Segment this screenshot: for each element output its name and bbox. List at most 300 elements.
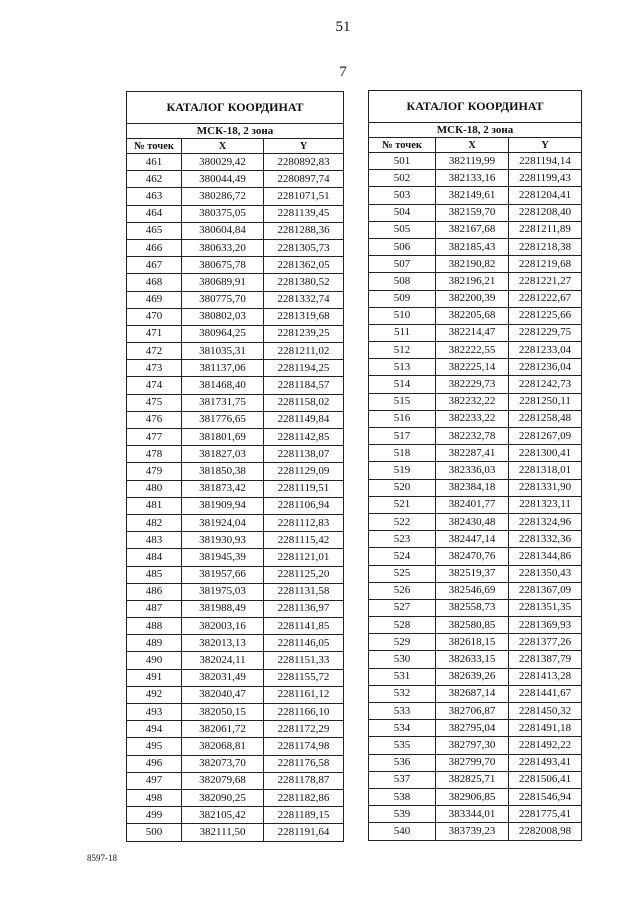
table-row (127, 789, 344, 806)
cell-point-number: 484 (127, 549, 182, 566)
cell-point-number: 509 (369, 290, 436, 307)
table-row (369, 376, 582, 393)
cell-y: 2281380,52 (264, 274, 344, 291)
cell-x: 382068,81 (182, 738, 264, 755)
cell-x: 382558,73 (436, 599, 509, 616)
table-row (369, 187, 582, 204)
cell-point-number: 513 (369, 359, 436, 376)
cell-x: 382618,15 (436, 634, 509, 651)
cell-point-number: 481 (127, 497, 182, 514)
table-row (369, 410, 582, 427)
cell-x: 382090,25 (182, 789, 264, 806)
cell-y: 2281172,29 (264, 721, 344, 738)
table-row (369, 788, 582, 805)
table-zone: МСК-18, 2 зона (127, 124, 344, 139)
table-row (127, 480, 344, 497)
cell-point-number: 507 (369, 256, 436, 273)
table-row (127, 463, 344, 480)
column-header-x: X (436, 138, 509, 153)
table-row (369, 256, 582, 273)
table-row (127, 343, 344, 360)
cell-x: 382799,70 (436, 754, 509, 771)
table-row (127, 325, 344, 342)
cell-point-number: 502 (369, 170, 436, 187)
page-number: 51 (335, 19, 351, 35)
cell-point-number: 531 (369, 668, 436, 685)
cell-y: 2281204,41 (509, 187, 582, 204)
cell-y: 2281324,96 (509, 513, 582, 530)
cell-x: 382229,73 (436, 376, 509, 393)
cell-x: 382336,03 (436, 462, 509, 479)
cell-y: 2281219,68 (509, 256, 582, 273)
cell-x: 382580,85 (436, 617, 509, 634)
cell-point-number: 516 (369, 410, 436, 427)
table-row (369, 651, 582, 668)
cell-point-number: 467 (127, 257, 182, 274)
column-header-point: № точек (369, 138, 436, 153)
table-row (369, 513, 582, 530)
cell-point-number: 537 (369, 771, 436, 788)
cell-point-number: 464 (127, 205, 182, 222)
cell-point-number: 486 (127, 583, 182, 600)
cell-x: 380802,03 (182, 308, 264, 325)
table-row (369, 170, 582, 187)
cell-point-number: 495 (127, 738, 182, 755)
cell-point-number: 499 (127, 807, 182, 824)
cell-point-number: 485 (127, 566, 182, 583)
table-zone: МСК-18, 2 зона (369, 123, 582, 138)
cell-y: 2281112,83 (264, 514, 344, 531)
cell-x: 382133,16 (436, 170, 509, 187)
table-row (127, 497, 344, 514)
table-row (369, 548, 582, 565)
cell-point-number: 533 (369, 703, 436, 720)
cell-point-number: 532 (369, 685, 436, 702)
cell-point-number: 476 (127, 411, 182, 428)
cell-x: 382546,69 (436, 582, 509, 599)
cell-x: 382287,41 (436, 445, 509, 462)
table-row (127, 377, 344, 394)
table-row (369, 582, 582, 599)
cell-point-number: 514 (369, 376, 436, 393)
cell-x: 382825,71 (436, 771, 509, 788)
table-row (127, 360, 344, 377)
cell-x: 380375,05 (182, 205, 264, 222)
cell-x: 381776,65 (182, 411, 264, 428)
cell-point-number: 512 (369, 342, 436, 359)
cell-point-number: 529 (369, 634, 436, 651)
table-row (127, 704, 344, 721)
cell-y: 2281071,51 (264, 188, 344, 205)
table-row (369, 806, 582, 823)
cell-x: 380775,70 (182, 291, 264, 308)
cell-x: 381801,69 (182, 429, 264, 446)
table-body (369, 153, 582, 841)
table-row (127, 429, 344, 446)
cell-point-number: 517 (369, 428, 436, 445)
cell-y: 2281305,73 (264, 239, 344, 256)
table-row (369, 238, 582, 255)
cell-point-number: 527 (369, 599, 436, 616)
table-row (369, 703, 582, 720)
cell-y: 2281119,51 (264, 480, 344, 497)
cell-y: 2281250,11 (509, 393, 582, 410)
cell-y: 2281300,41 (509, 445, 582, 462)
cell-x: 381850,38 (182, 463, 264, 480)
table-row (369, 771, 582, 788)
cell-point-number: 463 (127, 188, 182, 205)
cell-point-number: 511 (369, 324, 436, 341)
table-row (127, 154, 344, 171)
cell-x: 382232,22 (436, 393, 509, 410)
cell-y: 2281178,87 (264, 772, 344, 789)
cell-y: 2281161,12 (264, 686, 344, 703)
cell-point-number: 487 (127, 600, 182, 617)
table-row (369, 634, 582, 651)
cell-y: 2281131,58 (264, 583, 344, 600)
cell-point-number: 521 (369, 496, 436, 513)
cell-x: 381827,03 (182, 446, 264, 463)
cell-y: 2281236,04 (509, 359, 582, 376)
cell-x: 382384,18 (436, 479, 509, 496)
cell-point-number: 471 (127, 325, 182, 342)
table-row (127, 618, 344, 635)
cell-y: 2281233,04 (509, 342, 582, 359)
cell-point-number: 493 (127, 704, 182, 721)
table-row (127, 308, 344, 325)
cell-x: 380286,72 (182, 188, 264, 205)
cell-point-number: 538 (369, 788, 436, 805)
cell-x: 382190,82 (436, 256, 509, 273)
cell-y: 2281121,01 (264, 549, 344, 566)
table-row (369, 307, 582, 324)
cell-point-number: 465 (127, 222, 182, 239)
table-row (127, 188, 344, 205)
cell-y: 2281115,42 (264, 532, 344, 549)
cell-x: 380044,49 (182, 171, 264, 188)
table-row (369, 565, 582, 582)
table-row (127, 755, 344, 772)
column-header-point: № точек (127, 139, 182, 154)
cell-y: 2281775,41 (509, 806, 582, 823)
cell-x: 382185,43 (436, 238, 509, 255)
table-row (369, 221, 582, 238)
cell-point-number: 489 (127, 635, 182, 652)
table-body (127, 154, 344, 842)
cell-y: 2281211,02 (264, 343, 344, 360)
cell-x: 382003,16 (182, 618, 264, 635)
sub-page-number: 7 (339, 64, 347, 80)
cell-x: 382233,22 (436, 410, 509, 427)
cell-y: 2281413,28 (509, 668, 582, 685)
cell-y: 2281136,97 (264, 600, 344, 617)
cell-x: 382149,61 (436, 187, 509, 204)
table-row (369, 496, 582, 513)
cell-point-number: 474 (127, 377, 182, 394)
cell-y: 2281138,07 (264, 446, 344, 463)
cell-x: 382232,78 (436, 428, 509, 445)
cell-x: 380675,78 (182, 257, 264, 274)
column-header-y: Y (509, 138, 582, 153)
cell-y: 2281191,64 (264, 824, 344, 841)
cell-y: 2280897,74 (264, 171, 344, 188)
column-header-y: Y (264, 139, 344, 154)
cell-point-number: 478 (127, 446, 182, 463)
cell-x: 380633,20 (182, 239, 264, 256)
cell-x: 382401,77 (436, 496, 509, 513)
cell-point-number: 503 (369, 187, 436, 204)
cell-y: 2281149,84 (264, 411, 344, 428)
table-row (127, 824, 344, 841)
table-row (127, 635, 344, 652)
cell-point-number: 496 (127, 755, 182, 772)
cell-y: 2281155,72 (264, 669, 344, 686)
table-row (369, 668, 582, 685)
table-row (369, 599, 582, 616)
table-row (369, 290, 582, 307)
table-row (369, 273, 582, 290)
cell-x: 381137,06 (182, 360, 264, 377)
cell-y: 2281332,36 (509, 531, 582, 548)
cell-x: 382159,70 (436, 204, 509, 221)
cell-y: 2281362,05 (264, 257, 344, 274)
cell-y: 2282008,98 (509, 823, 582, 840)
cell-x: 382167,68 (436, 221, 509, 238)
cell-point-number: 482 (127, 514, 182, 531)
cell-point-number: 506 (369, 238, 436, 255)
cell-point-number: 504 (369, 204, 436, 221)
cell-y: 2281450,32 (509, 703, 582, 720)
cell-y: 2281189,15 (264, 807, 344, 824)
table-row (127, 394, 344, 411)
cell-point-number: 494 (127, 721, 182, 738)
cell-y: 2281166,10 (264, 704, 344, 721)
cell-point-number: 470 (127, 308, 182, 325)
cell-point-number: 477 (127, 429, 182, 446)
cell-x: 382633,15 (436, 651, 509, 668)
cell-y: 2281319,68 (264, 308, 344, 325)
table-row (369, 204, 582, 221)
cell-x: 381945,39 (182, 549, 264, 566)
cell-y: 2281139,45 (264, 205, 344, 222)
table-row (369, 823, 582, 840)
cell-y: 2281242,73 (509, 376, 582, 393)
cell-y: 2281146,05 (264, 635, 344, 652)
cell-point-number: 462 (127, 171, 182, 188)
table-row (369, 153, 582, 170)
table-row (369, 462, 582, 479)
cell-y: 2281229,75 (509, 324, 582, 341)
table-row (127, 583, 344, 600)
table-row (369, 359, 582, 376)
cell-y: 2281350,43 (509, 565, 582, 582)
cell-y: 2281129,09 (264, 463, 344, 480)
table-row (127, 669, 344, 686)
cell-x: 382079,68 (182, 772, 264, 789)
cell-point-number: 500 (127, 824, 182, 841)
cell-y: 2281493,41 (509, 754, 582, 771)
table-row (127, 514, 344, 531)
cell-point-number: 475 (127, 394, 182, 411)
cell-y: 2281142,85 (264, 429, 344, 446)
cell-x: 382024,11 (182, 652, 264, 669)
cell-point-number: 492 (127, 686, 182, 703)
cell-x: 382706,87 (436, 703, 509, 720)
cell-point-number: 540 (369, 823, 436, 840)
cell-x: 382906,85 (436, 788, 509, 805)
cell-point-number: 501 (369, 153, 436, 170)
cell-point-number: 523 (369, 531, 436, 548)
cell-point-number: 515 (369, 393, 436, 410)
cell-y: 2281491,18 (509, 720, 582, 737)
cell-point-number: 534 (369, 720, 436, 737)
cell-point-number: 520 (369, 479, 436, 496)
cell-point-number: 488 (127, 618, 182, 635)
cell-point-number: 524 (369, 548, 436, 565)
cell-y: 2281225,66 (509, 307, 582, 324)
cell-x: 382013,13 (182, 635, 264, 652)
table-row (127, 205, 344, 222)
cell-x: 382639,26 (436, 668, 509, 685)
table-row (127, 446, 344, 463)
cell-x: 382470,76 (436, 548, 509, 565)
column-header-x: X (182, 139, 264, 154)
table-row (127, 274, 344, 291)
coordinate-catalog-table-left (126, 91, 344, 842)
cell-x: 382061,72 (182, 721, 264, 738)
table-row (127, 686, 344, 703)
table-title: КАТАЛОГ КООРДИНАТ (369, 91, 582, 123)
table-row (369, 617, 582, 634)
table-row (127, 772, 344, 789)
cell-point-number: 472 (127, 343, 182, 360)
cell-y: 2281125,20 (264, 566, 344, 583)
table-row (369, 428, 582, 445)
cell-y: 2281176,58 (264, 755, 344, 772)
table-row (127, 239, 344, 256)
cell-point-number: 483 (127, 532, 182, 549)
cell-x: 381873,42 (182, 480, 264, 497)
cell-x: 382105,42 (182, 807, 264, 824)
cell-y: 2281158,02 (264, 394, 344, 411)
cell-point-number: 535 (369, 737, 436, 754)
cell-y: 2281323,11 (509, 496, 582, 513)
table-row (127, 566, 344, 583)
cell-y: 2281318,01 (509, 462, 582, 479)
cell-point-number: 480 (127, 480, 182, 497)
cell-y: 2281546,94 (509, 788, 582, 805)
cell-x: 382214,47 (436, 324, 509, 341)
table-row (369, 737, 582, 754)
cell-point-number: 491 (127, 669, 182, 686)
cell-x: 381988,49 (182, 600, 264, 617)
table-row (127, 532, 344, 549)
cell-point-number: 468 (127, 274, 182, 291)
cell-point-number: 526 (369, 582, 436, 599)
cell-y: 2281222,67 (509, 290, 582, 307)
cell-x: 383739,23 (436, 823, 509, 840)
cell-point-number: 461 (127, 154, 182, 171)
cell-point-number: 539 (369, 806, 436, 823)
table-row (369, 445, 582, 462)
cell-x: 381731,75 (182, 394, 264, 411)
cell-y: 2281387,79 (509, 651, 582, 668)
table-row (369, 685, 582, 702)
table-row (369, 342, 582, 359)
cell-point-number: 536 (369, 754, 436, 771)
cell-y: 2281377,26 (509, 634, 582, 651)
cell-y: 2281332,74 (264, 291, 344, 308)
cell-x: 382687,14 (436, 685, 509, 702)
table-row (127, 257, 344, 274)
cell-x: 381975,03 (182, 583, 264, 600)
table-row (369, 754, 582, 771)
cell-y: 2281218,38 (509, 238, 582, 255)
cell-y: 2281492,22 (509, 737, 582, 754)
cell-x: 382111,50 (182, 824, 264, 841)
cell-point-number: 508 (369, 273, 436, 290)
cell-x: 381909,94 (182, 497, 264, 514)
cell-point-number: 519 (369, 462, 436, 479)
cell-y: 2281267,09 (509, 428, 582, 445)
cell-x: 382050,15 (182, 704, 264, 721)
cell-point-number: 490 (127, 652, 182, 669)
cell-x: 382222,55 (436, 342, 509, 359)
cell-point-number: 518 (369, 445, 436, 462)
cell-x: 381924,04 (182, 514, 264, 531)
cell-y: 2281288,36 (264, 222, 344, 239)
cell-x: 381468,40 (182, 377, 264, 394)
cell-y: 2281194,14 (509, 153, 582, 170)
cell-x: 382430,48 (436, 513, 509, 530)
cell-x: 382119,99 (436, 153, 509, 170)
table-row (127, 549, 344, 566)
cell-point-number: 530 (369, 651, 436, 668)
cell-y: 2281239,25 (264, 325, 344, 342)
table-row (127, 411, 344, 428)
cell-y: 2281211,89 (509, 221, 582, 238)
cell-y: 2281441,67 (509, 685, 582, 702)
cell-y: 2281182,86 (264, 789, 344, 806)
cell-y: 2281331,90 (509, 479, 582, 496)
cell-y: 2281174,98 (264, 738, 344, 755)
cell-x: 382795,04 (436, 720, 509, 737)
cell-y: 2281221,27 (509, 273, 582, 290)
cell-x: 382073,70 (182, 755, 264, 772)
table-row (127, 652, 344, 669)
cell-point-number: 522 (369, 513, 436, 530)
cell-x: 381957,66 (182, 566, 264, 583)
cell-y: 2281151,33 (264, 652, 344, 669)
cell-y: 2281208,40 (509, 204, 582, 221)
cell-y: 2281194,25 (264, 360, 344, 377)
table-row (369, 479, 582, 496)
coordinate-catalog-table-right (368, 90, 582, 841)
cell-point-number: 498 (127, 789, 182, 806)
table-row (127, 291, 344, 308)
cell-y: 2281184,57 (264, 377, 344, 394)
cell-x: 382205,68 (436, 307, 509, 324)
cell-point-number: 525 (369, 565, 436, 582)
cell-x: 380029,42 (182, 154, 264, 171)
table-row (127, 807, 344, 824)
cell-x: 382031,49 (182, 669, 264, 686)
cell-y: 2281367,09 (509, 582, 582, 599)
cell-point-number: 528 (369, 617, 436, 634)
cell-point-number: 469 (127, 291, 182, 308)
cell-x: 382040,47 (182, 686, 264, 703)
cell-x: 380604,84 (182, 222, 264, 239)
